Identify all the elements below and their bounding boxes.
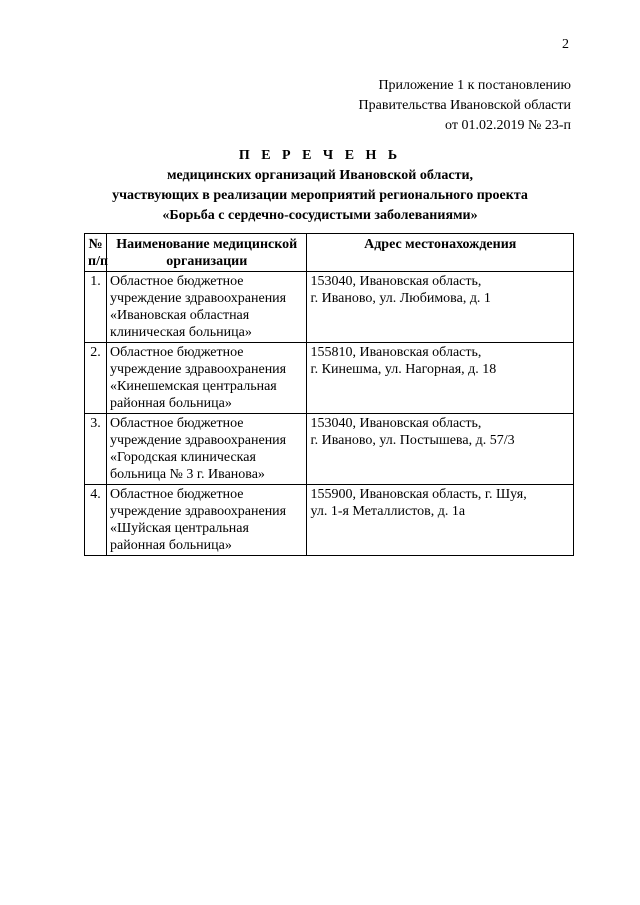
header-text: Наименование медицинской (116, 237, 298, 252)
appendix-line: Правительства Ивановской области (358, 98, 571, 113)
title-line: медицинских организаций Ивановской области, (166, 168, 474, 183)
organization-name-line: больница № 3 г. Иванова» (110, 467, 265, 482)
title-heading: П Е Р Е Ч Е Н Ь (238, 148, 402, 163)
title-line: участвующих в реализации мероприятий регионального проекта (112, 188, 528, 203)
table-row (85, 485, 574, 556)
title-line: «Борьба с сердечно-сосудистыми заболеваниями» (162, 208, 478, 223)
organizations-table (84, 233, 574, 556)
organization-name-cell (107, 272, 307, 343)
header-text: п/п (88, 254, 109, 269)
address-line: г. Иваново, ул. Постышева, д. 57/3 (310, 433, 515, 448)
organization-name-line: «Шуйская центральная (110, 521, 249, 536)
organization-name-line: «Ивановская областная (110, 308, 250, 323)
header-text: № (88, 237, 103, 252)
header-text: организации (166, 254, 248, 269)
appendix-line: Приложение 1 к постановлению (378, 78, 571, 93)
address-line: г. Иваново, ул. Любимова, д. 1 (310, 291, 491, 306)
row-number: 1. (85, 272, 107, 343)
organization-name-cell (107, 343, 307, 414)
organization-name-line: учреждение здравоохранения (110, 504, 287, 519)
organization-name-line: Областное бюджетное (110, 345, 244, 360)
address-line: г. Кинешма, ул. Нагорная, д. 18 (310, 362, 497, 377)
organization-name-line: «Кинешемская центральная (110, 379, 277, 394)
organization-name-cell (107, 414, 307, 485)
page-number: 2 (562, 37, 569, 52)
organization-name-line: учреждение здравоохранения (110, 362, 287, 377)
address-line: 155810, Ивановская область, (310, 345, 482, 360)
row-number: 2. (85, 343, 107, 414)
table-row (85, 414, 574, 485)
organization-name-line: Областное бюджетное (110, 416, 244, 431)
address-line: 153040, Ивановская область, (310, 274, 482, 289)
table-row (85, 343, 574, 414)
appendix-line: от 01.02.2019 № 23-п (445, 118, 571, 133)
organization-name-line: Областное бюджетное (110, 487, 244, 502)
row-number: 4. (85, 485, 107, 556)
appendix-reference (359, 76, 571, 136)
organization-name-line: Областное бюджетное (110, 274, 244, 289)
organization-name-cell (107, 485, 307, 556)
document-title (0, 146, 640, 226)
header-address (307, 234, 574, 272)
address-line: 155900, Ивановская область, г. Шуя, (310, 487, 527, 502)
row-number: 3. (85, 414, 107, 485)
organization-name-line: районная больница» (110, 396, 232, 411)
header-number (85, 234, 107, 272)
address-cell (307, 414, 574, 485)
organization-name-line: клиническая больница» (110, 325, 252, 340)
header-text: Адрес местонахождения (364, 237, 517, 252)
table-row (85, 272, 574, 343)
organization-name-line: учреждение здравоохранения (110, 291, 287, 306)
address-cell (307, 343, 574, 414)
table-header-row (85, 234, 574, 272)
address-cell (307, 485, 574, 556)
organization-name-line: учреждение здравоохранения (110, 433, 287, 448)
table-body (85, 272, 574, 556)
header-organization-name (107, 234, 307, 272)
address-line: ул. 1-я Металлистов, д. 1а (310, 504, 466, 519)
organization-name-line: «Городская клиническая (110, 450, 256, 465)
organization-name-line: районная больница» (110, 538, 232, 553)
address-cell (307, 272, 574, 343)
address-line: 153040, Ивановская область, (310, 416, 482, 431)
